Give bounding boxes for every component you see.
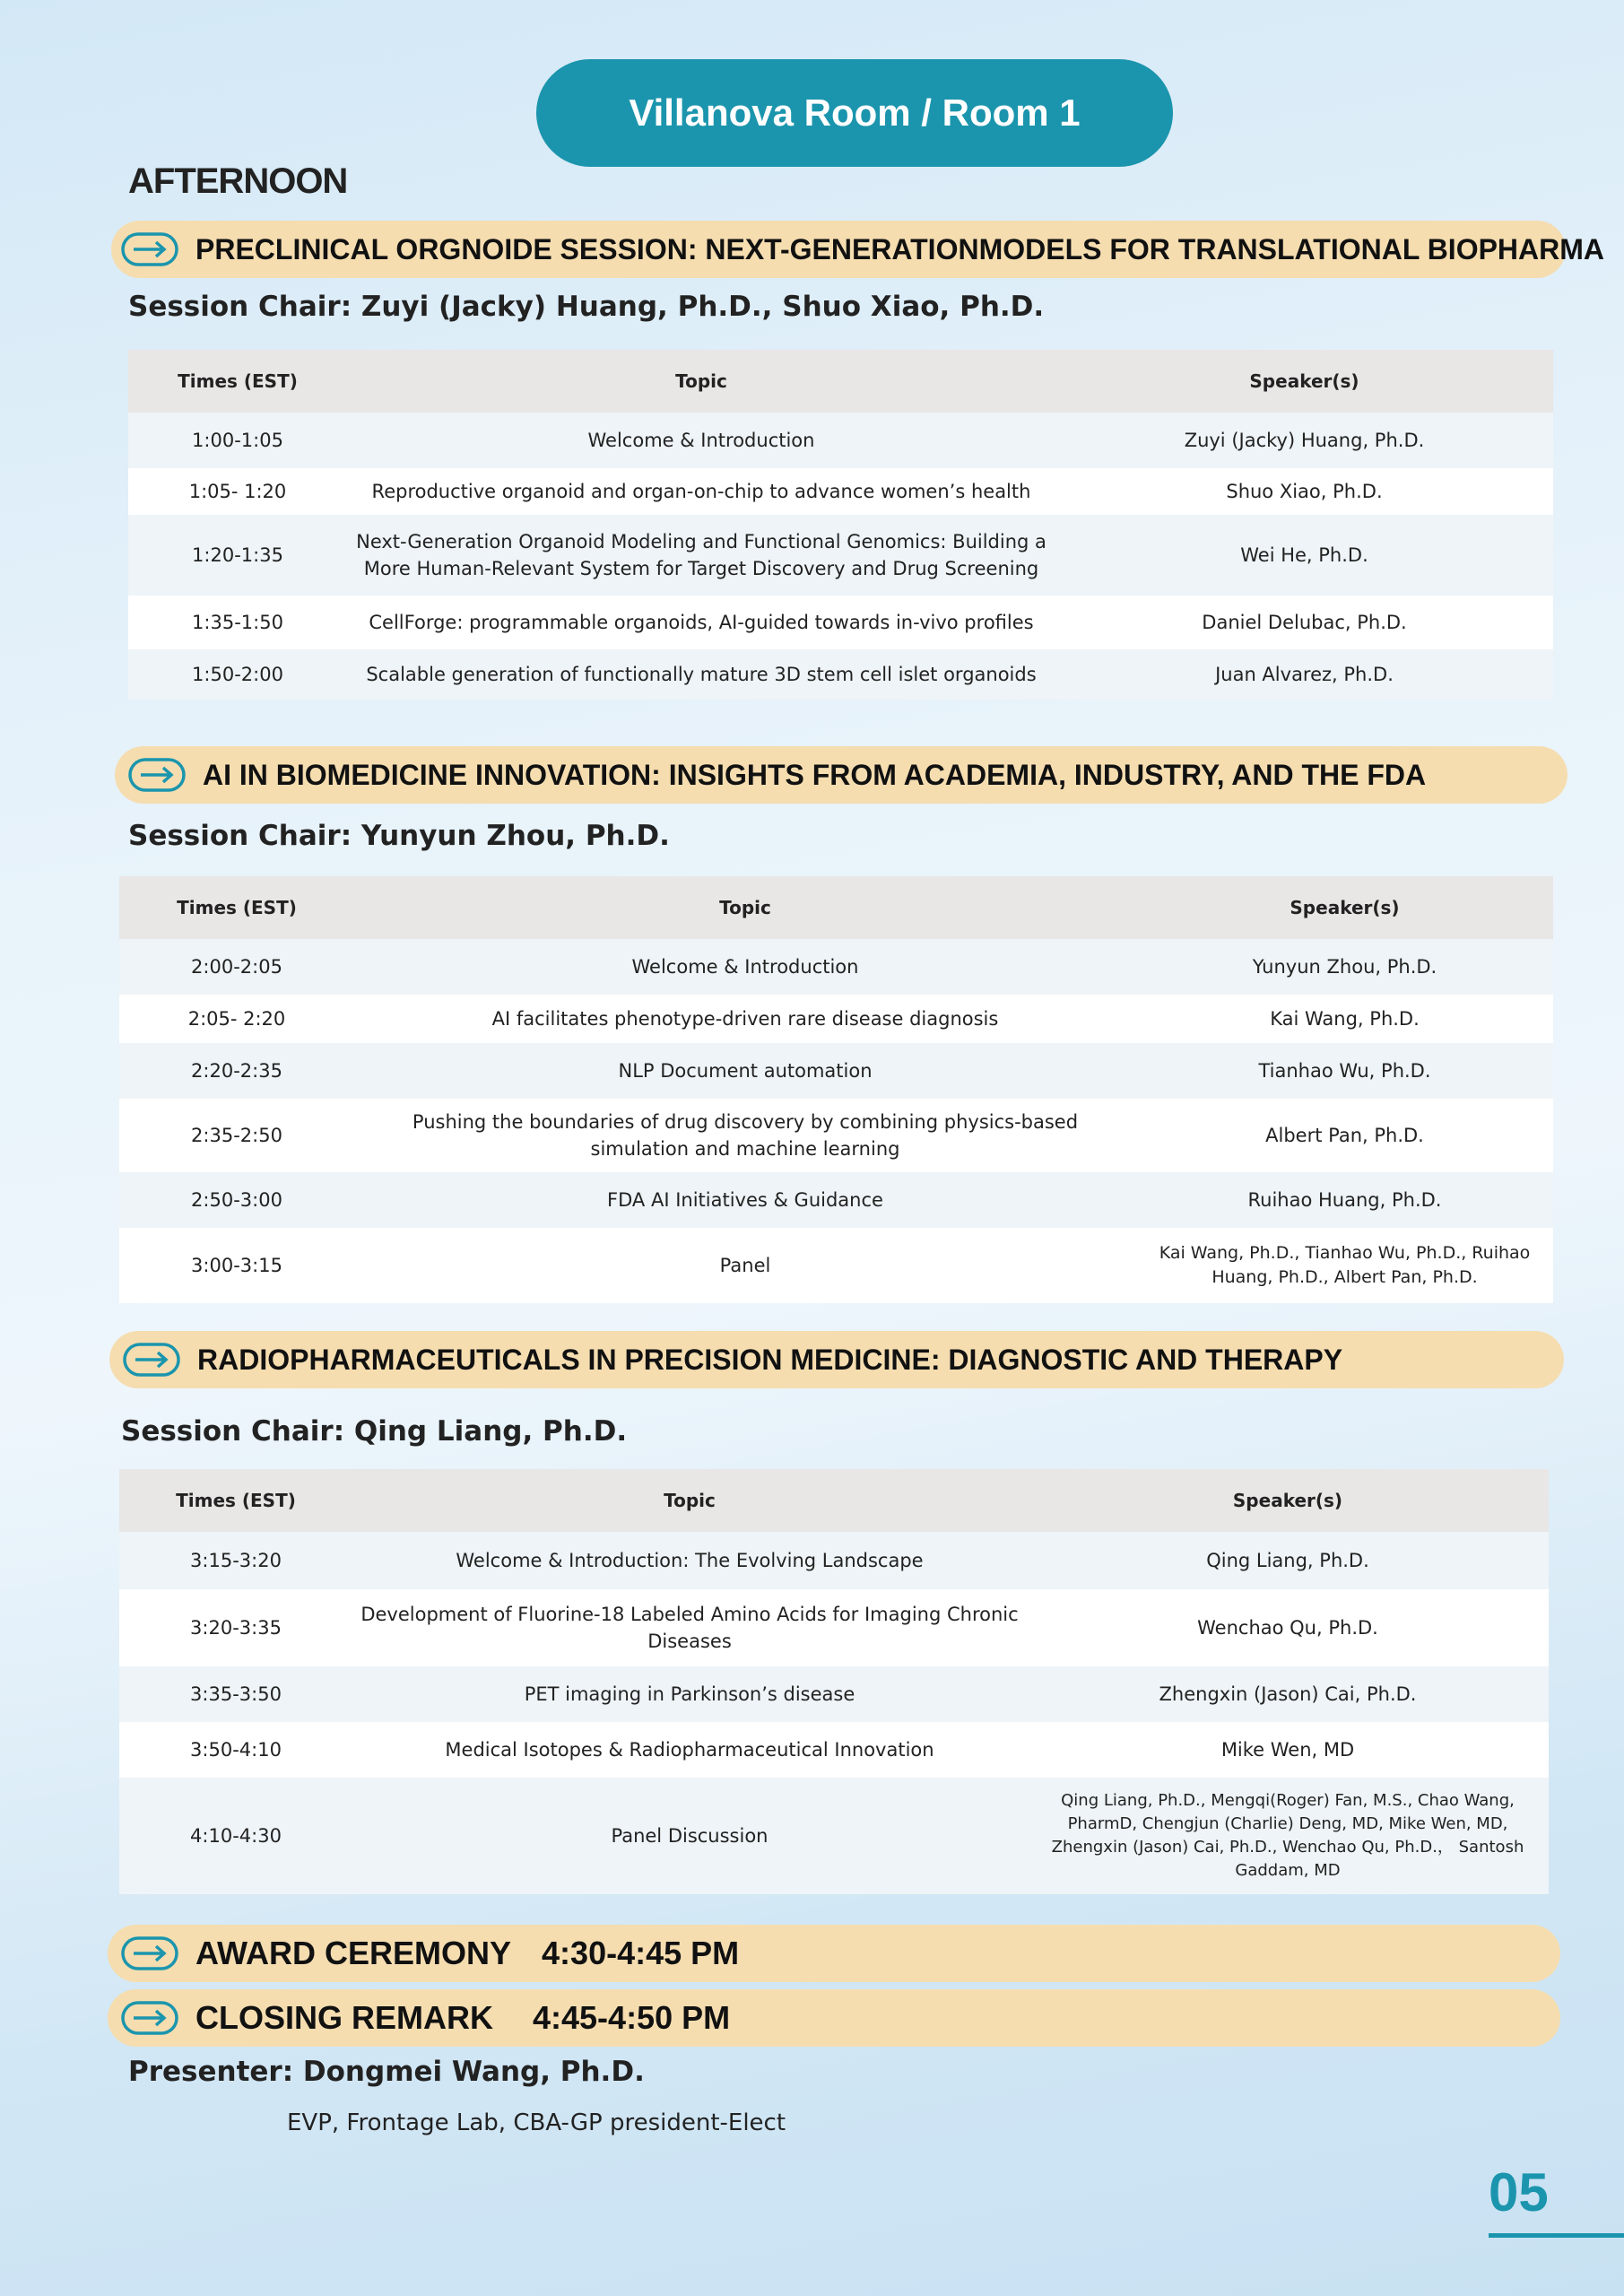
closing-banner bbox=[108, 1989, 1560, 2047]
topic-cell: CellForge: programmable organoids, AI-guided towards in-vivo profiles bbox=[347, 596, 1055, 649]
time-cell: 3:20-3:35 bbox=[119, 1589, 352, 1666]
table-row bbox=[128, 413, 1553, 468]
column-header-speaker: Speaker(s) bbox=[1136, 876, 1553, 939]
session-banner-radiopharma bbox=[109, 1331, 1564, 1388]
session-banner-ai bbox=[115, 746, 1568, 804]
table-row bbox=[119, 1228, 1553, 1303]
speaker-cell: Shuo Xiao, Ph.D. bbox=[1055, 468, 1553, 515]
award-title: AWARD CEREMONY bbox=[195, 1935, 512, 1971]
time-cell: 1:05- 1:20 bbox=[128, 468, 347, 515]
column-header-time: Times (EST) bbox=[119, 1469, 352, 1532]
time-cell: 3:35-3:50 bbox=[119, 1666, 352, 1722]
topic-cell: AI facilitates phenotype-driven rare disease diagnosis bbox=[354, 995, 1136, 1043]
award-banner bbox=[108, 1925, 1560, 1982]
topic-cell: Welcome & Introduction: The Evolving Landscape bbox=[352, 1532, 1027, 1589]
speaker-cell: Yunyun Zhou, Ph.D. bbox=[1136, 939, 1553, 995]
table-row bbox=[119, 1172, 1553, 1228]
arrow-right-icon bbox=[120, 1935, 179, 1971]
table-header-row bbox=[119, 876, 1553, 939]
time-cell: 2:35-2:50 bbox=[119, 1099, 354, 1172]
speaker-cell: Zuyi (Jacky) Huang, Ph.D. bbox=[1055, 413, 1553, 468]
topic-cell: PET imaging in Parkinson’s disease bbox=[352, 1666, 1027, 1722]
time-cell: 1:35-1:50 bbox=[128, 596, 347, 649]
column-header-time: Times (EST) bbox=[128, 350, 347, 413]
presenter-role: EVP, Frontage Lab, CBA-GP president-Elect bbox=[287, 2109, 786, 2136]
table-header-row bbox=[119, 1469, 1549, 1532]
schedule-table-preclinical bbox=[128, 350, 1553, 700]
closing-title: CLOSING REMARK bbox=[195, 1999, 493, 2036]
time-cell: 3:50-4:10 bbox=[119, 1722, 352, 1778]
topic-cell: NLP Document automation bbox=[354, 1043, 1136, 1099]
topic-cell: FDA AI Initiatives & Guidance bbox=[354, 1172, 1136, 1228]
topic-cell: Panel bbox=[354, 1228, 1136, 1303]
topic-cell: Pushing the boundaries of drug discovery by combining physics-based simulation and machine learning bbox=[354, 1099, 1136, 1172]
session-chair: Session Chair: Yunyun Zhou, Ph.D. bbox=[128, 820, 670, 852]
topic-cell: Medical Isotopes & Radiopharmaceutical Innovation bbox=[352, 1722, 1027, 1778]
session-banner-preclinical bbox=[111, 221, 1605, 278]
speaker-cell: Kai Wang, Ph.D. bbox=[1136, 995, 1553, 1043]
speaker-cell: Qing Liang, Ph.D., Mengqi(Roger) Fan, M.S., Chao Wang, PharmD, Chengjun (Charlie) Deng, MD, Mike Wen, MD, Zhengxin (Jason) Cai, Ph.D., Wenchao Qu, Ph.D.， Santosh Gaddam, MD bbox=[1027, 1778, 1549, 1894]
time-cell: 4:10-4:30 bbox=[119, 1778, 352, 1894]
topic-cell: Panel Discussion bbox=[352, 1778, 1027, 1894]
table-row bbox=[119, 1532, 1549, 1589]
speaker-cell: Qing Liang, Ph.D. bbox=[1027, 1532, 1549, 1589]
speaker-cell: Daniel Delubac, Ph.D. bbox=[1055, 596, 1553, 649]
topic-cell: Welcome & Introduction bbox=[347, 413, 1055, 468]
table-row bbox=[119, 1722, 1549, 1778]
time-cell: 1:00-1:05 bbox=[128, 413, 347, 468]
speaker-cell: Tianhao Wu, Ph.D. bbox=[1136, 1043, 1553, 1099]
table-row bbox=[119, 1666, 1549, 1722]
arrow-right-icon bbox=[127, 757, 187, 793]
speaker-cell: Ruihao Huang, Ph.D. bbox=[1136, 1172, 1553, 1228]
column-header-speaker: Speaker(s) bbox=[1027, 1469, 1549, 1532]
session-title: RADIOPHARMACEUTICALS IN PRECISION MEDICINE: DIAGNOSTIC AND THERAPY bbox=[197, 1343, 1343, 1376]
speaker-cell: Albert Pan, Ph.D. bbox=[1136, 1099, 1553, 1172]
time-cell: 1:50-2:00 bbox=[128, 649, 347, 700]
speaker-cell: Wei He, Ph.D. bbox=[1055, 515, 1553, 596]
arrow-right-icon bbox=[122, 1342, 181, 1378]
award-time: 4:30-4:45 PM bbox=[542, 1935, 740, 1971]
table-row bbox=[128, 596, 1553, 649]
speaker-cell: Kai Wang, Ph.D., Tianhao Wu, Ph.D., Ruihao Huang, Ph.D., Albert Pan, Ph.D. bbox=[1136, 1228, 1553, 1303]
room-title: Villanova Room / Room 1 bbox=[536, 59, 1173, 167]
topic-cell: Welcome & Introduction bbox=[354, 939, 1136, 995]
column-header-time: Times (EST) bbox=[119, 876, 354, 939]
table-row bbox=[119, 995, 1553, 1043]
period-heading: AFTERNOON bbox=[128, 161, 348, 201]
topic-cell: Development of Fluorine-18 Labeled Amino Acids for Imaging Chronic Diseases bbox=[352, 1589, 1027, 1666]
column-header-topic: Topic bbox=[347, 350, 1055, 413]
session-title: PRECLINICAL ORGNOIDE SESSION: NEXT-GENERATIONMODELS FOR TRANSLATIONAL BIOPHARMA bbox=[195, 232, 1605, 265]
time-cell: 2:05- 2:20 bbox=[119, 995, 354, 1043]
time-cell: 3:00-3:15 bbox=[119, 1228, 354, 1303]
time-cell: 2:00-2:05 bbox=[119, 939, 354, 995]
session-chair: Session Chair: Qing Liang, Ph.D. bbox=[121, 1415, 628, 1448]
time-cell: 1:20-1:35 bbox=[128, 515, 347, 596]
table-row bbox=[128, 468, 1553, 515]
column-header-speaker: Speaker(s) bbox=[1055, 350, 1553, 413]
session-title: AI IN BIOMEDICINE INNOVATION: INSIGHTS FROM ACADEMIA, INDUSTRY, AND THE FDA bbox=[203, 758, 1427, 791]
speaker-cell: Juan Alvarez, Ph.D. bbox=[1055, 649, 1553, 700]
page-number: 05 bbox=[1489, 2162, 1549, 2222]
speaker-cell: Mike Wen, MD bbox=[1027, 1722, 1549, 1778]
table-row bbox=[128, 649, 1553, 700]
arrow-right-icon bbox=[120, 231, 179, 267]
time-cell: 2:20-2:35 bbox=[119, 1043, 354, 1099]
topic-cell: Reproductive organoid and organ-on-chip to advance women’s health bbox=[347, 468, 1055, 515]
schedule-table-ai bbox=[119, 876, 1553, 1303]
schedule-table-radiopharma bbox=[119, 1469, 1549, 1894]
arrow-right-icon bbox=[120, 2000, 179, 2036]
column-header-topic: Topic bbox=[352, 1469, 1027, 1532]
table-header-row bbox=[128, 350, 1553, 413]
speaker-cell: Wenchao Qu, Ph.D. bbox=[1027, 1589, 1549, 1666]
closing-time: 4:45-4:50 PM bbox=[533, 1999, 731, 2036]
column-header-topic: Topic bbox=[354, 876, 1136, 939]
topic-cell: Next-Generation Organoid Modeling and Functional Genomics: Building a More Human-Relevant System for Target Discovery and Drug Screening bbox=[347, 515, 1055, 596]
page-number-underline bbox=[1489, 2233, 1624, 2238]
session-chair: Session Chair: Zuyi (Jacky) Huang, Ph.D., Shuo Xiao, Ph.D. bbox=[128, 291, 1045, 323]
speaker-cell: Zhengxin (Jason) Cai, Ph.D. bbox=[1027, 1666, 1549, 1722]
table-row bbox=[119, 1589, 1549, 1666]
time-cell: 3:15-3:20 bbox=[119, 1532, 352, 1589]
table-row bbox=[119, 1099, 1553, 1172]
time-cell: 2:50-3:00 bbox=[119, 1172, 354, 1228]
table-row bbox=[128, 515, 1553, 596]
presenter-name: Presenter: Dongmei Wang, Ph.D. bbox=[128, 2056, 645, 2088]
topic-cell: Scalable generation of functionally mature 3D stem cell islet organoids bbox=[347, 649, 1055, 700]
table-row bbox=[119, 1778, 1549, 1894]
table-row bbox=[119, 1043, 1553, 1099]
table-row bbox=[119, 939, 1553, 995]
